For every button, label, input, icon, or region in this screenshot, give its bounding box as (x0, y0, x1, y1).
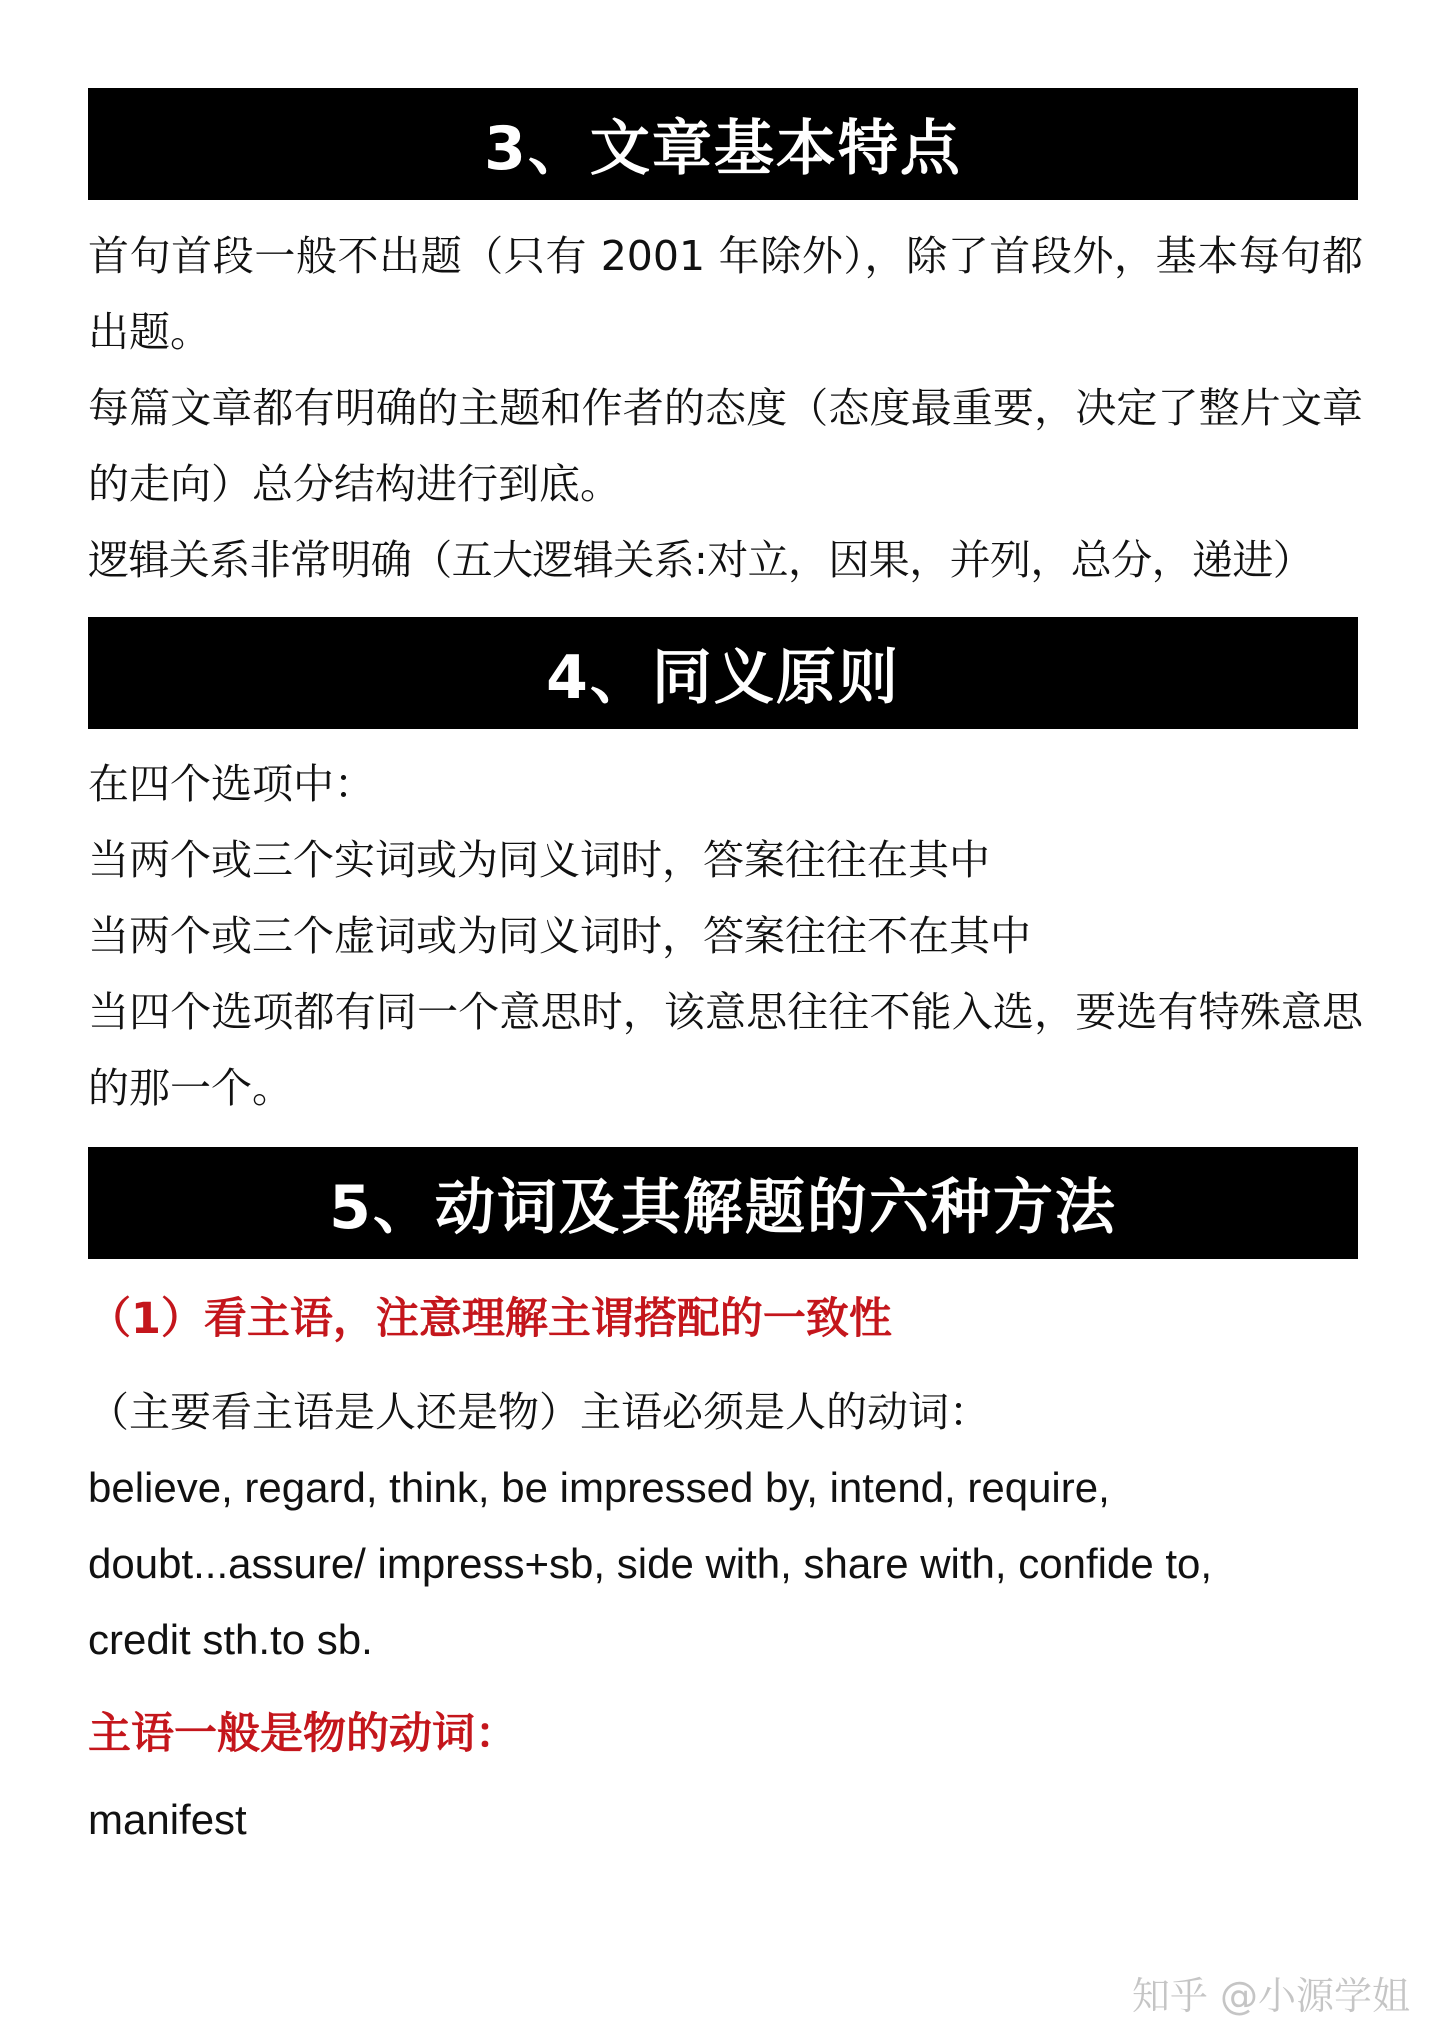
subheading-subject-agreement: （1）看主语，注意理解主谓搭配的一致性 (88, 1294, 892, 1344)
verbs-person-list: believe, regard, think, be impressed by, intend, require, doubt...assure/ impress+sb, side with, share with, confide to, credit sth.to sb. (88, 1464, 1213, 1663)
paragraph: 在四个选项中： (88, 760, 375, 808)
section-4-heading-text: 4、同义原则 (546, 643, 900, 713)
section-4-heading (88, 617, 1358, 729)
section-4-body (88, 746, 1363, 1126)
section-5-heading (88, 1147, 1358, 1259)
section-3-heading-text: 3、文章基本特点 (484, 114, 962, 184)
paragraph: 当四个选项都有同一个意思时，该意思往往不能入选，要选有特殊意思的那一个。 (88, 988, 1363, 1112)
paragraph: 当两个或三个虚词或为同义词时，答案往往不在其中 (88, 912, 1031, 960)
paragraph: 首句首段一般不出题（只有 2001 年除外），除了首段外，基本每句都出题。 (88, 232, 1363, 356)
paragraph: 每篇文章都有明确的主题和作者的态度（态度最重要，决定了整片文章的走向）总分结构进行到底。 (88, 384, 1363, 508)
section-5-heading-text: 5、动词及其解题的六种方法 (329, 1173, 1117, 1243)
paragraph: 当两个或三个实词或为同义词时，答案往往在其中 (88, 836, 990, 884)
verbs-thing-list: manifest (88, 1796, 247, 1843)
section-3-heading (88, 88, 1358, 200)
watermark: 知乎 @小源学姐 (1131, 1974, 1410, 2018)
section-3-body (88, 218, 1363, 598)
section-5-body (88, 1374, 1363, 1678)
paragraph: 逻辑关系非常明确（五大逻辑关系:对立，因果，并列，总分，递进） (88, 536, 1314, 584)
subheading-thing-subject: 主语一般是物的动词： (88, 1709, 518, 1759)
intro-line: （主要看主语是人还是物）主语必须是人的动词： (88, 1388, 990, 1436)
